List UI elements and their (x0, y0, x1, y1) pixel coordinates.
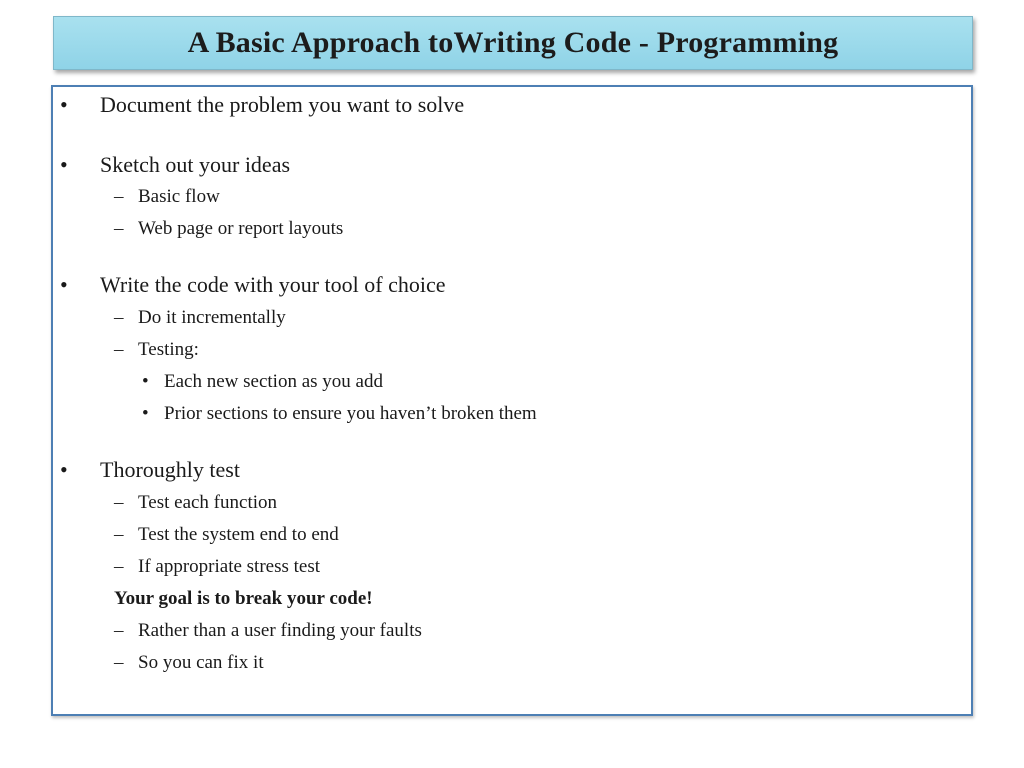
bullet-marker: • (60, 92, 68, 117)
dash-marker: – (114, 339, 124, 360)
bullet-text: Document the problem you want to solve (100, 92, 465, 117)
emphasis-line: Your goal is to break your code! (114, 588, 373, 609)
small-bullet-marker: • (142, 403, 149, 424)
sub-item-text: Basic flow (138, 186, 220, 207)
title-banner (53, 16, 973, 70)
dash-marker: – (114, 492, 124, 513)
dash-marker: – (114, 218, 124, 239)
sub-item-text: Do it incrementally (138, 307, 286, 328)
dash-marker: – (114, 524, 124, 545)
dash-marker: – (114, 186, 124, 207)
sub-item-text: Test each function (138, 492, 278, 513)
bullet-text: Write the code with your tool of choice (100, 272, 446, 297)
dash-marker: – (114, 652, 124, 673)
bullet-text: Sketch out your ideas (100, 152, 291, 177)
bullet-text: Thoroughly test (100, 457, 240, 482)
bullet-marker: • (60, 152, 68, 177)
sub-item-text: Testing: (138, 339, 199, 360)
sub-item-text: Test the system end to end (138, 524, 339, 545)
small-bullet-marker: • (142, 371, 149, 392)
dash-marker: – (114, 556, 124, 577)
sub-item-text: Web page or report layouts (138, 218, 344, 239)
sub-item-text: So you can fix it (138, 652, 264, 673)
slide-title: A Basic Approach toWriting Code - Programming (187, 26, 839, 59)
dash-marker: – (114, 307, 124, 328)
sub-item-text: Rather than a user finding your faults (138, 620, 422, 641)
sub-sub-item-text: Prior sections to ensure you haven’t broken them (164, 403, 537, 424)
dash-marker: – (114, 620, 124, 641)
bullet-marker: • (60, 457, 68, 482)
sub-item-text: If appropriate stress test (138, 556, 321, 577)
sub-sub-item-text: Each new section as you add (164, 371, 383, 392)
bullet-marker: • (60, 272, 68, 297)
